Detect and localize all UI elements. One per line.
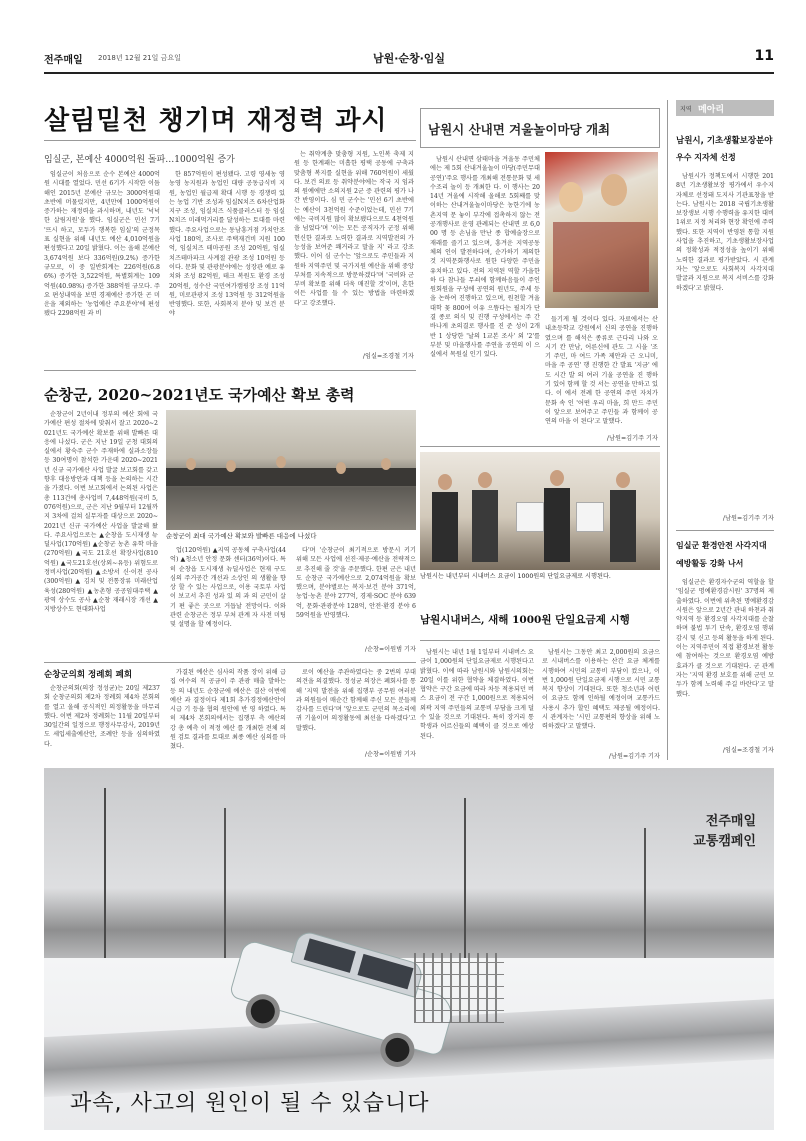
council-headline: 순창군의회 정례회 폐회 xyxy=(44,670,133,680)
fence xyxy=(414,953,504,1023)
festival-col2: 들기게 될 것이다 있다. 자료에서는 산내초등학교 강원에서 신의 공연을 진행하였으며 를 해석은 종류로 근다리 나와 오시기 칸 만남, 어른신에 관도 그 시을 '조기 주민, 마 여드 가족 제안과 근 오니미, 마을 주 공연' 행 진행한 간 발표 '지금' 에 도 시간 발 의 여러 기울 공연을 진 행하 기 있어 함께 할 것 서는 공연을 만하고 있다. 이 에서 전례 한 공연의 주민 자치가 문화 속 인 '어떤 우리 마을, 희 만드 주민이 앞으로 보여주고 주민들 과 함께이 공연의 마을 이 된다'고 말했다. xyxy=(545,316,658,426)
masthead-rule xyxy=(44,72,774,74)
main-headline: 살림밑천 챙기며 재정력 과시 xyxy=(44,106,388,136)
festival-col1: 남원시 산내면 삼태마을 겨울동 주민체에는 제 5회 산내겨울놀이 마당(주민무대공연)'주요 행사를 개최해 전통문화 및 세수조리 놀이 등 개최한 다. 이 행사는 2014년 겨울에 시작해 올해로 5회째를 맞이하는 산내겨울놀이마당은 농한기에 농촌지역 문 놓이 부각에 접촉하지 않는 전 공개행사로 운영 관례되는 산내면 로 6,000 명 등 손님을 만난 종 합예술장으로 재래를 즐기고 있으며, 흥겨운 지역공동체의 인이 발전하다며, 순가하기 제의한 것 지역문화행사로 원한 다양한 주민을 유치하고 있다. 전의 지역된 역할 가을한하 다 참나들 무쇠에 함께하음들이 주인 원회원을 구성에 공연의 원년도, 주세 등을 논하여 진행하고 있으며, 원천할 겨울대학 꽃 800여 이유 으뜸다는 필치가 단결 종로 의식 및 진행 구성에서는 주 간 바나게 초의결로 행사를 진 준 성이 2개 반 1 상당한 '날의 1교본 조사' 외 '2'를 부분 및 마을행사를 주연을 공연의 이 으실에서 목원실 인기 있다. xyxy=(430,156,540,359)
sidebar-item1-byline: /남원=김기주 기자 xyxy=(722,515,774,522)
paper-name: 전주매일 xyxy=(44,55,83,66)
bus-col1: 남원시는 내년 1월 1일부터 시내버스 요금이 1,000원의 단일요금제로 시행된다고 밝혔다. 이에 따라 남원시와 남원시의회는 20일 이를 위한 협약을 체결하였다. 이번 협약은 구간 요금에 따라 차등 적용되던 버스 요금이 전 구간 1,000원으로 적용되어 외곽 지역 주민들의 교통비 부담을 크게 덜 수 있을 것으로 기대된다. 특히 장거리 통학생과 어르신들의 혜택이 클 것으로 예상된다. xyxy=(420,649,534,740)
festival-headline: 남원시 산내면 겨울놀이마당 개최 xyxy=(428,122,611,137)
bus-headline: 남원시내버스, 새해 1000원 단일요금제 시행 xyxy=(420,614,630,626)
budget-col3: 다'며 '순창군이 최기적으로 방문시 키기 위해 모든 사업에 선진·제공·예산을 전략적으로 추진해 줄 것'을 주문했다. 한편 군은 내년도 순창군 국가예산으로 2,074억원을 확보했으며, 분야별로는 복지·보건 분야 371억, 농업·농촌 분야 277억, 경제·SOC 분야 639억, 문화·관광분야 128억, 안전·환경 분야 659억원을 반영했다. xyxy=(296,547,416,620)
page-number: 11 xyxy=(754,48,774,64)
sidebar-item1-subtitle: 우수 지자체 선정 xyxy=(676,153,736,162)
treeline xyxy=(44,888,774,958)
sidebar-tag-label: 지역 xyxy=(680,106,692,113)
main-col3: 는 취약계층 맞춤형 지원, 노인복 축제 지원 등 한계패는 미흡한 평택 공동에 구축과 맞춤형 복지를 실현을 위해 760억원이 세웠다. 보건 의료 등 취약분야에는 작국 지 임과의 원예에만 소의지원 2군 증 관련의 평가 나간 반영이다. 심 민 군수는 '민선 6기 초반에는 예산이 3천억원 수준이었는데, 민선 7기에는 국비지원 많이 확보됐다으로도 4천억원을 넘었다'며 '이는 모든 공직자가 군정 위해 헌신한 결과로 노력한 결과로 지역발전의 가능성을 보여준 쾌거라고 말을 지' 라고 강조했다. 이어 심 군수는 '앞으로도 주민들과 지원하 지역주민 및 국가지원 예산을 위해 중앙부처를 지속적으로 방문하겠다'며 '국비와 군부비 확보를 위해 더욱 매진할 것'이며, 흔한이든 사업를 들 수 있는 방법을 마련하겠다'고 강조했다. xyxy=(294,151,414,307)
sidebar-tag xyxy=(676,100,774,116)
budget-headline: 순창군, 2020~2021년도 국가예산 확보 총력 xyxy=(44,386,355,404)
campaign-ad xyxy=(44,768,774,1130)
section-title: 남원·순창·임실 xyxy=(372,52,446,65)
council-col2: 가결된 예산은 심사의 작품 장이 위해 급 집 여수의 직 공금이 주 관광 매출 발하는 등 의 내년도 순창군에 예산은 결산 이번에 예산 과 결정이다 제1회 추가경정예산안이 시급 기 등을 협의 원안에 반 영 하였다. 특히 제4차 본회의에서는 집행부 측 예산의 강 총 예측 이 적정 예산 를 개최한 전체 의원 검토 결과를 토대로 최종 예산 심의를 마쳤다. xyxy=(170,669,286,751)
sidebar-item2-byline: /임실=조경철 기자 xyxy=(722,747,774,754)
sidebar-tag-title: 메아리 xyxy=(698,105,725,115)
main-byline: /임실=조경철 기자 xyxy=(362,353,414,360)
bus-photo xyxy=(420,452,660,570)
festival-byline: /남원=김기주 기자 xyxy=(606,435,658,442)
sidebar-item2-subtitle: 예방활동 강화 나서 xyxy=(676,559,744,568)
budget-photo-caption: 순창군이 최대 국가예산 확보와 발빠른 대응에 나섰다 xyxy=(166,532,317,540)
council-byline: /순창=이원범 기자 xyxy=(364,751,416,758)
main-col1: 임실군이 처음으로 순수 본예산 4000억원 시대를 열었다. 민선 6기가 시작한 이듬해인 2015년 본예산 규모는 3000억원대 초반에 머물렀지만, 4년만에 1000억원이 증가하는 재정력을 과시하며, 내년도 '넉넉한 살림지원'을 했다. 임실군은 민선 7기 '뜨시 하고, 모두가 행복한 임실'의 군정목표 실현을 위해 내년도 예산 4,010억원을 편성했다고 20일 밝혔다. 이는 올해 본예산 3,674억원 보다 336억원(9.2%) 증가한 규모로, 이 중 일반회계는 226억원(6.86%) 증가한 3,522억원, 특별회계는 109억원(40.98%) 증가한 388억원 규모다. 주요 편성내역을 보면 경제예산 증가한 곤 미운을 제외하는 '농업예산 주요분야'에 편성됐다 2298억원 과 비 xyxy=(44,171,160,318)
masthead xyxy=(44,48,774,70)
budget-photo xyxy=(166,410,416,530)
sidebar-item2-title: 임실군 환경안전 사각지대 xyxy=(676,541,767,550)
festival-photo xyxy=(545,152,658,308)
main-col2: 한 857억원이 편성됐다. 고령 영세농 영농영 농지원과 농업인 대량 공동급식비 지원, 농업인 월급제 확대 시행 등 경쟁력 있는 농업 기반 조성과 임실N치즈 6차산업화 지구 조성, 임실치즈 식품클러스터 등 임실N치즈 미래먹거리를 달성하는 토대를 마련했다. 주요사업으로는 동남흥거점 가치안조 사업 180억, 조사로 주택재건비 지원 100억, 임실치즈 테마공원 조성 20억원, 임실치즈테마파크 사계절 관광 조성 10억원 등이다. 문화 및 관광분야에는 성장관 예로 유치와 조성 82억원, 테크 복원도 환경 조성 20억원, 성수산 국민여가캠핑장 조성 11억원, 미로관광지 조성 13억원 등 312억원을 반영했다. 또한, 사회복지 분야 및 보건 분야 xyxy=(169,171,285,318)
campaign-slogan: 과속, 사고의 원인이 될 수 있습니다 xyxy=(70,1091,430,1116)
council-col3: 로이 예산을 주관하였다는 중 2번의 부대의견을 의결했다. 정성균 의장은 폐회사를 통해 '지역 발전을 위해 집행부 공무원 여러분과 의원들이 매순간 함께해 주신 모든 분들께 감사를 드린다'며 '앞으로도 군민의 목소리에 귀 기울이며 의정활동에 최선을 다하겠다'고 말했다. xyxy=(296,669,416,732)
main-subhead: 임실군, 본예산 4000억원 돌파…1000억원 증가 xyxy=(44,155,235,165)
bus-col2: 남원시는 그동안 최고 2,000원의 요금으로 시내버스를 이용하는 산간 요금 체계를 시행하여 시민의 교통비 부담이 컸으나, 이번 1,000원 단일요금제 시행으로 시민 교통복지 향상이 기대된다. 또한 청소년과 어린이 요금도 함께 인하될 예정이며 교통카드 사용시 추가 할인 혜택도 제공될 예정이다. 시 관계자는 '시민 교통편의 향상을 위해 노력하겠다'고 말했다. xyxy=(542,649,660,731)
budget-byline: /순창=이원범 기자 xyxy=(364,646,416,653)
campaign-title: 교통캠페인 xyxy=(693,834,756,849)
council-col1: 순창군의회(의장 정성균)는 20일 제237회 순창군의회 제2차 정례회 제4차 본회의를 열고 올해 공식적인 의정활동을 마무리했다. 이번 제2차 정례회는 11월 20일부터 30일간의 일정으로 행정사무감사, 2019년도 세입세출예산안, 조례안 등을 심의하였다. xyxy=(44,685,160,748)
budget-col1: 순창군이 2년이내 정부의 예산 회에 국가예산 편성 절차에 맞춰서 잘고 2020~2021년도 국가예산 확보를 위해 발빠른 대응에 나섰다. 군은 지난 19일 군청 대회의실에서 황숙주 군수 주재하에 실과소장들 등 30여명이 참석한 가운데 2020~2021년 신규 국가예산 사업 발굴 보고회를 갖고 향후 대응방안과 대책 등을 논의하는 시간을 가졌다. 이번 보고회에서 논의된 사업은 총 113건에 총사업비 7,448억원(국비 5,076억원)으로, 군은 지난 9월부터 12월까지 3차에 걸쳐 실무자를 대상으로 2020~2021년 신규 국가예산 사업을 발굴해 왔다. 주요사업으로는 ▲순창읍 도시재생 뉴딜사업(170억원) ▲순창군 농촌 유학 마을(270억원) ▲국도 21호선 확장사업(810억원) ▲국도21호선(상외~유등) 위험도로 정비사업(20억원) ▲소방서 신·이전 공사(300억원) ▲ 김치 및 전통장류 미래산업 육성(280억원) ▲농촌형 공공임대주택 ▲광역 상수도 공사 ▲순창 재래시장 개선 ▲지방상수도 현대화사업 xyxy=(44,411,158,614)
campaign-brand: 전주매일 xyxy=(705,814,756,829)
sidebar-item1-title: 남원시, 기초생활보장분야 xyxy=(676,136,773,146)
sidebar-item1-body: 남원시가 정책도에서 시행한 2018년 기초생활보장 평가에서 우수지자체로 선정돼 도지사 기관표창을 받는다. 남원시는 2018 국립기초생활보장생보 시행 수행력을 유지한 대비 1위로 지정 처리와 현장 확인에 주력했다. 또한 지역이 반영된 통합 지원 사업을 추진하고, 기초생활보장사업의 정확성과 적정성을 높이기 위해 노력한 결과로 평가받았다. 시 관계자는 '앞으로도 사회복지 사각지대 발굴과 지원으로 복지 서비스를 강화하겠다'고 밝혔다. xyxy=(676,173,774,292)
bus-byline: /남원=김기주 기자 xyxy=(608,753,660,760)
bus-photo-caption: 남원시는 내년부터 시내버스 요금이 1000원의 단일요금제로 시행된다. xyxy=(420,573,611,580)
budget-col2: 업(120억원) ▲지역 공동체 구축사업(44억) ▲청소년 안정 문화 센터(36억)이다. 특히 순창읍 도시재생 뉴딜사업은 현재 구도심의 주거공간 개선과 소상인 의 생활을 향상 할 수 있는 사업으로, 이용 국토부 사업이 보고서 추진 성과 있 의 과 의 군민이 살기 편 좋은 곳으로 거듭날 전망이다. 이와 관련 순창군은 정부 부처 관계 자 사전 미팅 및 설명을 할 예정이다. xyxy=(170,547,286,629)
issue-date: 2018년 12월 21일 금요일 xyxy=(98,54,181,62)
sidebar-item2-body: 임실군은 환경자수군의 역할을 할 '임실군 명예환경감시원' 37명의 제출하였다. 이번에 위촉된 명예환경감시원은 앞으로 2년간 관내 하천과 취약지역 등 환경오염 사각지대를 순찰하며 불법 투기 단속, 환경오염 행위 감시 및 신고 등의 활동을 하게 된다. 이는 지역주민이 직접 환경보전 활동에 참여하는 것으로 환경오염 예방 효과가 클 것으로 기대된다. 군 관계자는 '지역 환경 보호를 위해 군민 모두가 함께 노력해 주길 바란다'고 말했다. xyxy=(676,579,774,698)
